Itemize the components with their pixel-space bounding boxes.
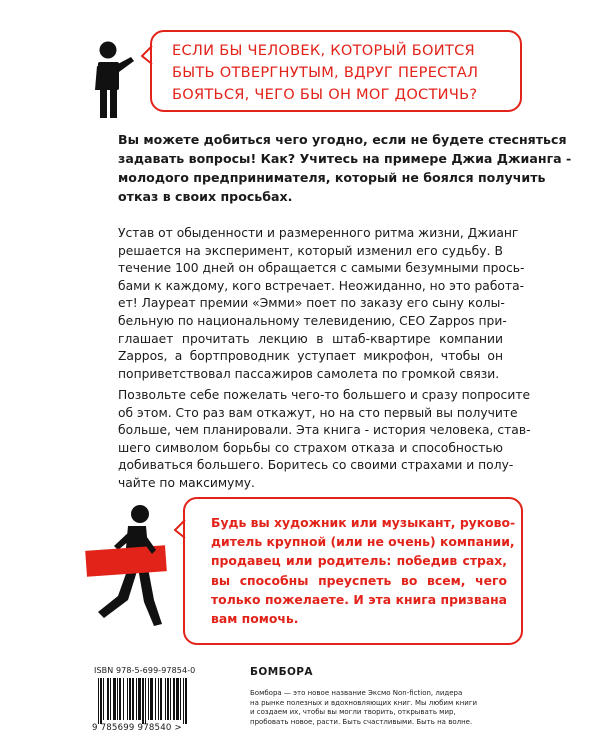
- callout-line: ЕСЛИ БЫ ЧЕЛОВЕК, КОТОРЫЙ БОИТСЯ: [172, 42, 475, 59]
- top-speech-bubble: [150, 30, 522, 112]
- text-line: на рынке полезных и вдохновляющих книг. Мы любим книги: [250, 698, 478, 707]
- text-line: шего символом борьбы со страхом отказа и способностью: [118, 440, 503, 455]
- text-line: задавать вопросы! Как? Учитесь на примере Джиа Джианга -: [118, 151, 572, 166]
- barcode-bar: [148, 678, 149, 720]
- text-line: бельную по национальному телевидению, CEO Zappos при-: [118, 313, 507, 328]
- barcode-bar: [158, 678, 159, 720]
- barcode-bar: [165, 678, 166, 720]
- text-line: Zappos, а бортпроводник уступает микрофон, чтобы он: [118, 349, 503, 364]
- text-line: Бомбора — это новое название Эксмо Non-fiction, лидера: [250, 689, 463, 697]
- barcode-bar: [170, 678, 171, 720]
- publisher-logo: БОМБОРА: [250, 666, 313, 678]
- callout-line: только пожелаете. И эта книга призвана: [211, 591, 507, 607]
- callout-line: Будь вы художник или музыкант, руково-: [211, 515, 516, 530]
- callout-line: продавец или родитель: победив страх,: [211, 553, 507, 569]
- text-line: молодого предпринимателя, который не боялся получить: [118, 170, 546, 185]
- publisher-description: [250, 689, 525, 727]
- barcode-bar: [183, 678, 184, 724]
- barcode-bar: [145, 678, 146, 724]
- barcode-bar: [100, 678, 102, 724]
- barcode-bar: [142, 678, 144, 724]
- barcode-number: 9 785699 978540 >: [92, 723, 182, 733]
- text-line: течение 100 дней он обращается с самыми безумными прось-: [118, 261, 525, 276]
- bottom-speech-bubble: [183, 497, 523, 645]
- barcode: [92, 678, 214, 724]
- barcode-bar: [119, 678, 121, 720]
- text-line: об этом. Сто раз вам откажут, но на сто первый вы получите: [118, 405, 518, 420]
- body-paragraph-2: [118, 387, 531, 493]
- isbn-label: ISBN 978-5-699-97854-0: [94, 666, 196, 675]
- text-line: добиваться большего. Боритесь со своими страхами и полу-: [118, 458, 514, 473]
- text-line: глашает прочитать лекцию в штаб-квартире компании: [118, 331, 503, 346]
- barcode-bar: [173, 678, 175, 720]
- text-line: Вы можете добиться чего угодно, если не будете стесняться: [118, 132, 567, 147]
- text-line: и создаем их, чтобы вы могли творить, открывать мир,: [250, 708, 456, 717]
- text-line: больше, чем планировали. Эта книга - история человека, став-: [118, 423, 531, 438]
- body-paragraph-1: [118, 225, 525, 383]
- text-line: ет! Лауреат премии «Эмми» поет по заказу его сыну колы-: [118, 296, 505, 311]
- callout-line: вы способны преуспеть во всем, чего: [211, 572, 507, 588]
- barcode-bar: [160, 678, 162, 720]
- barcode-bar: [98, 678, 99, 724]
- callout-line: БОЯТЬСЯ, ЧЕГО БЫ ОН МОГ ДОСТИЧЬ?: [172, 86, 478, 103]
- barcode-bar: [185, 678, 187, 724]
- barcode-bar: [167, 678, 169, 720]
- barcode-bar: [127, 678, 128, 720]
- text-line: решается на эксперимент, который изменил его судьбу. В: [118, 243, 503, 258]
- barcode-bar: [132, 678, 134, 720]
- callout-line: вам помочь.: [211, 611, 299, 627]
- person-icon: [94, 40, 142, 120]
- intro-paragraph: [118, 130, 572, 206]
- barcode-bar: [117, 678, 118, 720]
- barcode-bar: [113, 678, 116, 720]
- barcode-bar: [123, 678, 124, 720]
- text-line: чайте по максимуму.: [118, 475, 255, 490]
- barcode-bar: [150, 678, 153, 720]
- barcode-bar: [110, 678, 111, 720]
- text-line: Устав от обыденности и размеренного ритма жизни, Джианг: [118, 226, 519, 240]
- text-line: поприветствовал пассажиров самолета по громкой связи.: [118, 366, 500, 381]
- text-line: Позвольте себе пожелать чего-то большего и сразу попросите: [118, 388, 531, 402]
- callout-line: БЫТЬ ОТВЕРГНУТЫМ, ВДРУГ ПЕРЕСТАЛ: [172, 64, 479, 81]
- barcode-bar: [103, 678, 104, 720]
- text-line: бами к каждому, кого встречает. Неожиданно, но это работа-: [118, 278, 525, 293]
- barcode-bar: [180, 678, 181, 720]
- callout-line: дитель крупной (или не очень) компании,: [211, 534, 515, 550]
- barcode-bar: [176, 678, 179, 720]
- text-line: отказ в своих просьбах.: [118, 189, 293, 204]
- barcode-bar: [129, 678, 131, 720]
- barcode-bar: [155, 678, 156, 720]
- person-carrying-box-icon: [84, 500, 174, 630]
- barcode-bar: [138, 678, 141, 720]
- barcode-bar: [136, 678, 137, 720]
- barcode-bar: [107, 678, 109, 720]
- text-line: пробовать новое, расти. Быть счастливыми. Быть на волне.: [250, 717, 473, 726]
